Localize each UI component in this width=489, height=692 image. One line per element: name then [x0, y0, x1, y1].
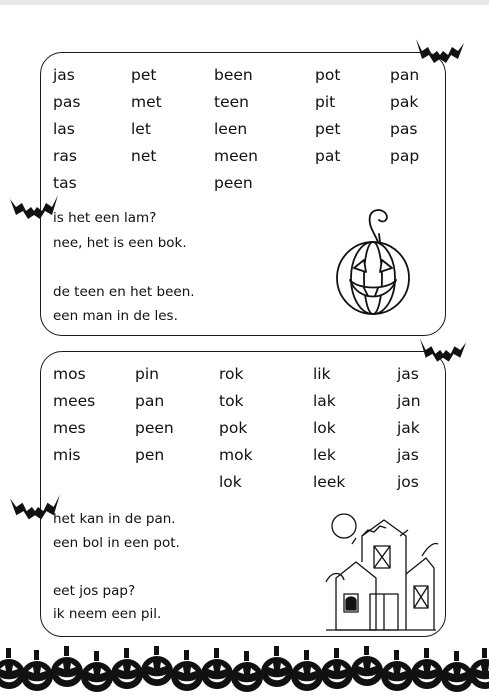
- bat-icon: [414, 37, 466, 67]
- word: ras: [53, 147, 77, 165]
- word: pen: [135, 446, 165, 464]
- word: pet: [131, 66, 157, 84]
- sentence: nee, het is een bok.: [53, 235, 187, 251]
- word: mis: [53, 446, 81, 464]
- pumpkin-border-icon: [0, 646, 489, 692]
- word: teen: [214, 93, 249, 111]
- word: pet: [315, 120, 341, 138]
- word: lek: [313, 446, 336, 464]
- haunted-house-icon: [322, 510, 440, 632]
- word: lak: [313, 392, 336, 410]
- word: leek: [313, 473, 346, 491]
- word: lok: [313, 419, 336, 437]
- word: pok: [219, 419, 248, 437]
- word: jas: [397, 365, 419, 383]
- word: rok: [219, 365, 244, 383]
- word: pap: [390, 147, 420, 165]
- word: pak: [390, 93, 419, 111]
- sentence: de teen en het been.: [53, 284, 195, 300]
- sentence: een man in de les.: [53, 308, 178, 324]
- word: jan: [397, 392, 421, 410]
- word: mos: [53, 365, 86, 383]
- bat-icon: [418, 336, 468, 366]
- sentence: ik neem een pil.: [53, 606, 162, 622]
- word: pin: [135, 365, 159, 383]
- word: jak: [397, 419, 420, 437]
- word: lok: [219, 473, 242, 491]
- word: net: [131, 147, 157, 165]
- word: mes: [53, 419, 86, 437]
- word: leen: [214, 120, 248, 138]
- word: tok: [219, 392, 244, 410]
- word: let: [131, 120, 151, 138]
- sentence: is het een lam?: [53, 210, 157, 226]
- word: pit: [315, 93, 336, 111]
- sentence: een bol in een pot.: [53, 535, 180, 551]
- word: pot: [315, 66, 341, 84]
- word: meen: [214, 147, 258, 165]
- word: pat: [315, 147, 341, 165]
- word: pan: [135, 392, 165, 410]
- word: las: [53, 120, 75, 138]
- word: pas: [53, 93, 81, 111]
- word: met: [131, 93, 162, 111]
- word: pas: [390, 120, 418, 138]
- word: mees: [53, 392, 96, 410]
- sentence: het kan in de pan.: [53, 511, 176, 527]
- word: lik: [313, 365, 331, 383]
- word: jas: [53, 66, 75, 84]
- word: been: [214, 66, 253, 84]
- bat-icon: [8, 193, 60, 223]
- word: mok: [219, 446, 253, 464]
- word: jas: [397, 446, 419, 464]
- word: pan: [390, 66, 420, 84]
- word: peen: [135, 419, 174, 437]
- word: tas: [53, 174, 77, 192]
- pumpkin-icon: [334, 206, 412, 320]
- page-top-edge: [0, 0, 489, 5]
- bat-icon: [8, 492, 62, 524]
- sentence: eet jos pap?: [53, 583, 136, 599]
- word: peen: [214, 174, 253, 192]
- word: jos: [397, 473, 419, 491]
